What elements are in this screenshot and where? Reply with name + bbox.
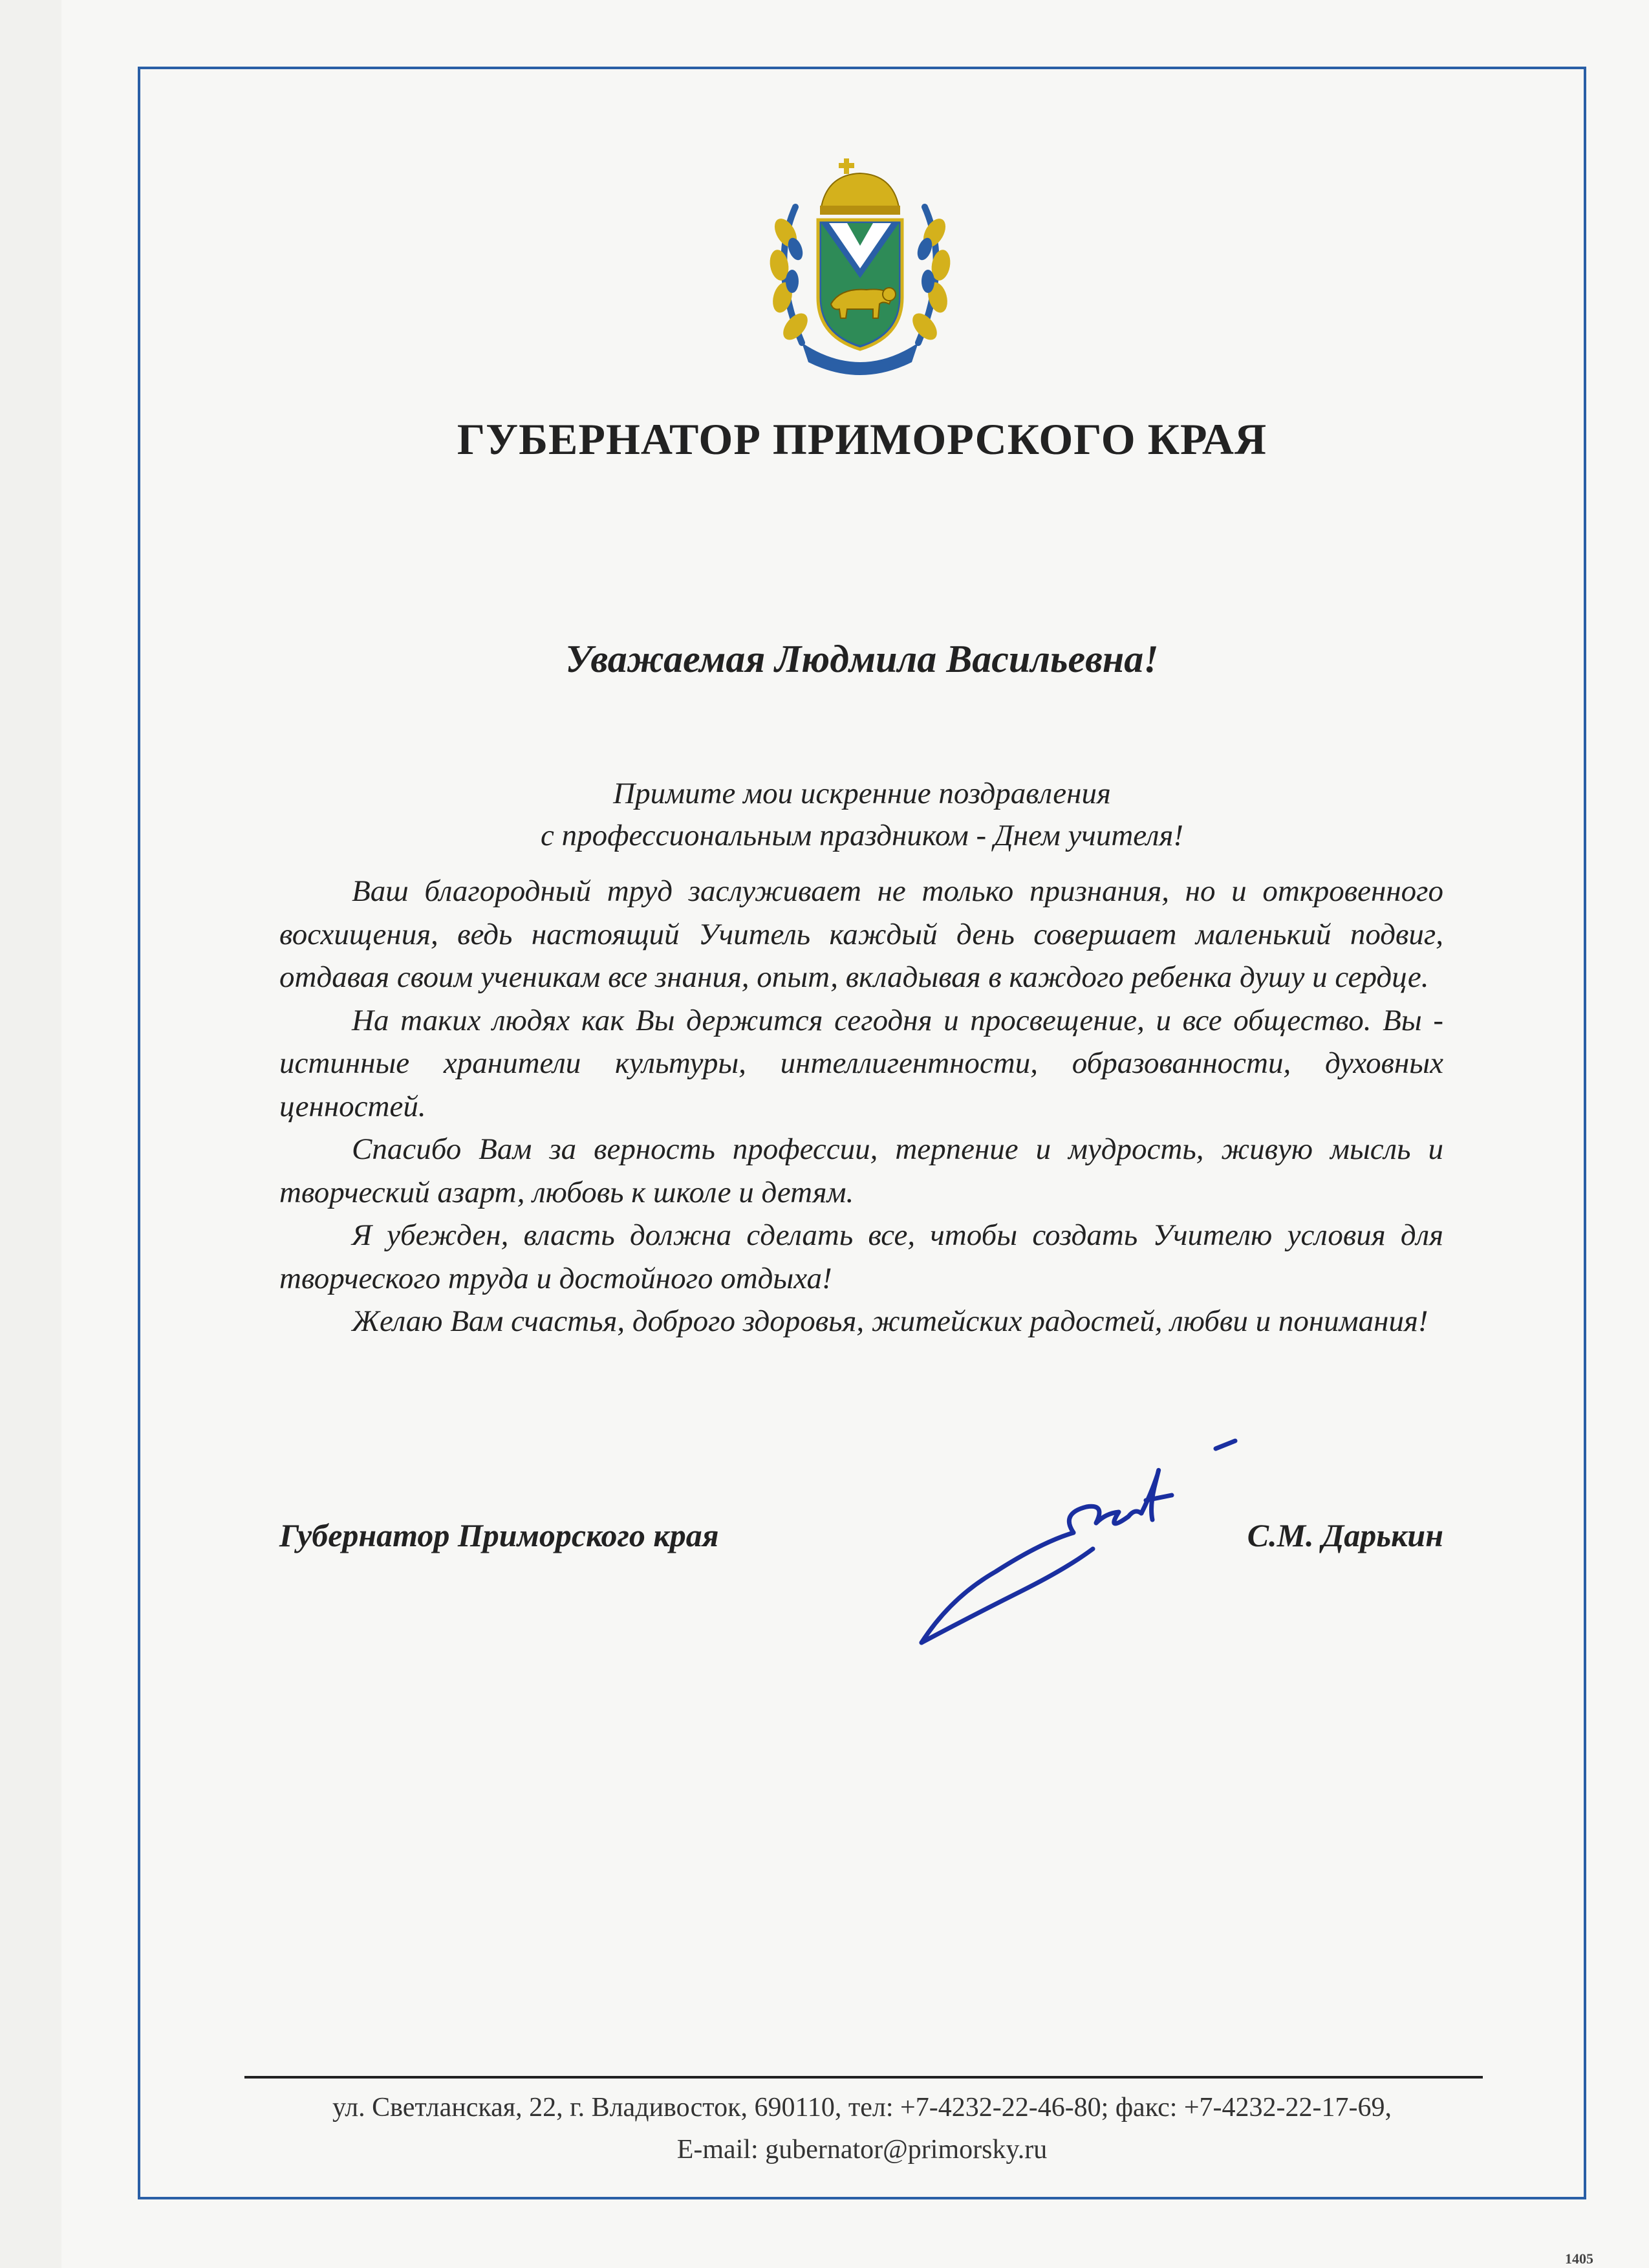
footer-email: E-mail: gubernator@primorsky.ru bbox=[676, 2135, 1048, 2165]
signatory-name: С.М. Дарькин bbox=[1247, 1517, 1443, 1553]
scan-edge-shadow bbox=[0, 0, 61, 2268]
primorsky-krai-coat-of-arms-icon bbox=[757, 149, 964, 388]
intro-line: с профессиональным праздником - Днем учителя! bbox=[541, 819, 1183, 852]
body-paragraph: Ваш благородный труд заслуживает не только признания, но и откровенного восхищения, ведь настоящий Учитель каждый день совершает маленький подвиг, отдавая своим ученикам все знания, опыт, вкладывая в каждого ребенка душу и сердце. bbox=[279, 874, 1443, 994]
signatory-position: Губернатор Приморского края bbox=[279, 1517, 719, 1553]
page-code: 1405 bbox=[1565, 2251, 1593, 2267]
body-paragraph: Желаю Вам счастья, доброго здоровья, житейских радостей, любви и понимания! bbox=[352, 1304, 1428, 1338]
body-paragraph: Спасибо Вам за верность профессии, терпение и мудрость, живую мысль и творческий азарт, любовь к школе и детям. bbox=[279, 1132, 1443, 1209]
body-paragraph: На таких людях как Вы держится сегодня и просвещение, и все общество. Вы - истинные хранители культуры, интеллигентности, образованности, духовных ценностей. bbox=[279, 1003, 1443, 1123]
intro-block bbox=[138, 773, 1586, 857]
footer-address: ул. Светланская, 22, г. Владивосток, 690110, тел: +7-4232-22-46-80; факс: +7-4232-22-17-69, bbox=[332, 2093, 1392, 2122]
letterhead-title: ГУБЕРНАТОР ПРИМОРСКОГО КРАЯ bbox=[457, 415, 1267, 464]
body-paragraph: Я убежден, власть должна сделать все, чтобы создать Учителю условия для творческого труда и достойного отдыха! bbox=[279, 1218, 1443, 1295]
intro-line: Примите мои искренние поздравления bbox=[613, 777, 1111, 810]
footer-divider bbox=[244, 2076, 1483, 2079]
salutation: Уважаемая Людмила Васильевна! bbox=[565, 638, 1159, 680]
letter-body bbox=[279, 870, 1443, 1343]
